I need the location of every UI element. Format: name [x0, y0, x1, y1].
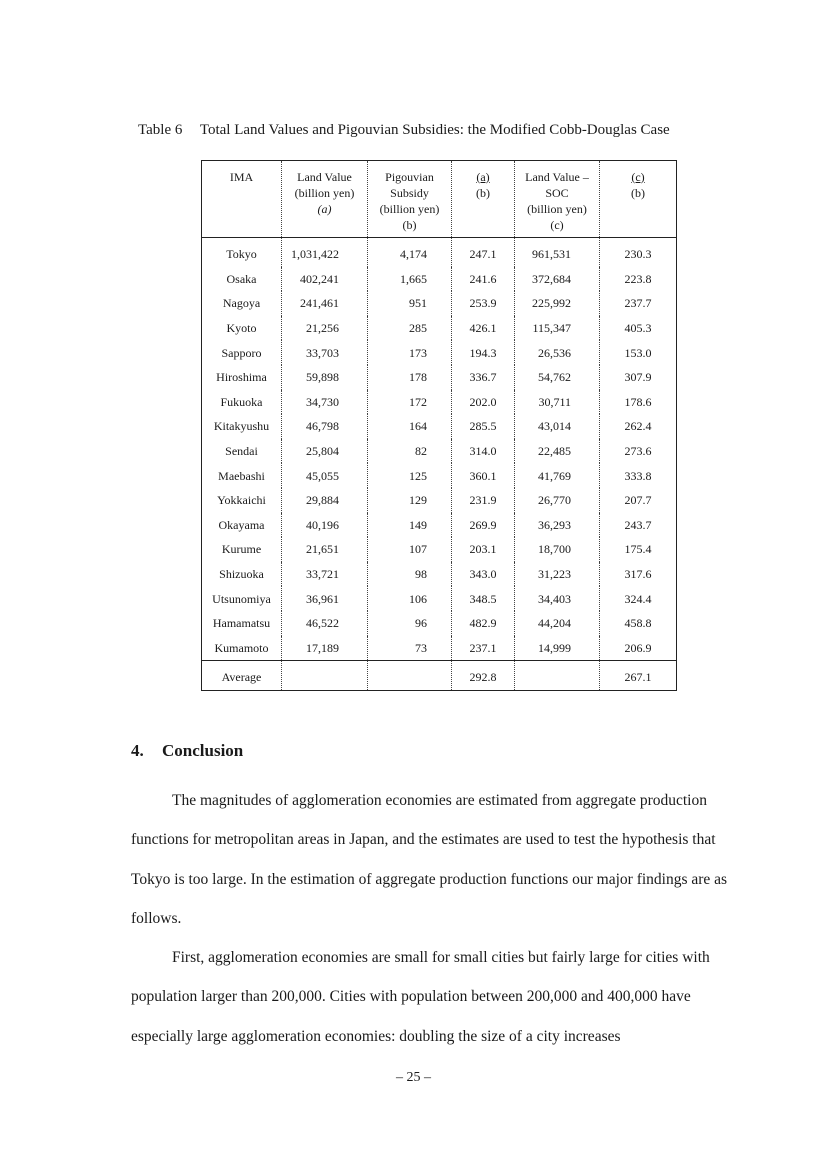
cell-pigouvian-subsidy: 125: [368, 463, 452, 488]
cell-land-value-minus-soc: 43,014: [515, 414, 600, 439]
cell-land-value: 25,804: [282, 439, 368, 464]
section-heading: [131, 741, 243, 761]
cell-ima: Shizuoka: [202, 562, 282, 587]
cell-a-over-b: 336.7: [452, 365, 515, 390]
cell-land-value: 1,031,422: [282, 238, 368, 267]
header-land-value: Land Value (billion yen) (a): [282, 161, 368, 238]
cell-pigouvian-subsidy: 951: [368, 291, 452, 316]
cell-pigouvian-subsidy: 1,665: [368, 267, 452, 292]
cell-c-over-b: 175.4: [600, 537, 677, 562]
cell-land-value: 33,703: [282, 340, 368, 365]
cell-land-value: 241,461: [282, 291, 368, 316]
cell-ima: Okayama: [202, 513, 282, 538]
table-row: [202, 340, 677, 365]
cell-land-value-minus-soc: 961,531: [515, 238, 600, 267]
cell-a-over-b: 348.5: [452, 586, 515, 611]
cell-land-value: 45,055: [282, 463, 368, 488]
table-caption: [138, 122, 670, 139]
land-value-table: [201, 160, 677, 691]
cell-land-value: 29,884: [282, 488, 368, 513]
cell-pigouvian-subsidy: 96: [368, 611, 452, 636]
cell-ima: Yokkaichi: [202, 488, 282, 513]
cell-c-over-b: 206.9: [600, 636, 677, 661]
cell-land-value-minus-soc: 26,770: [515, 488, 600, 513]
cell-pigouvian-subsidy: 285: [368, 316, 452, 341]
table-row: [202, 316, 677, 341]
cell-a-over-b: 231.9: [452, 488, 515, 513]
cell-a-over-b: 247.1: [452, 238, 515, 267]
cell-c-over-b: 273.6: [600, 439, 677, 464]
cell-pigouvian-subsidy: 129: [368, 488, 452, 513]
cell-ima: Kurume: [202, 537, 282, 562]
cell-pigouvian-subsidy: 173: [368, 340, 452, 365]
cell-c-over-b: 458.8: [600, 611, 677, 636]
table-row: [202, 267, 677, 292]
cell-land-value-minus-soc: 225,992: [515, 291, 600, 316]
cell-land-value: 40,196: [282, 513, 368, 538]
table-row: [202, 537, 677, 562]
header-land-value-minus-soc: Land Value – SOC (billion yen) (c): [515, 161, 600, 238]
table-row: [202, 439, 677, 464]
cell-a-over-b: 426.1: [452, 316, 515, 341]
cell-land-value: 21,256: [282, 316, 368, 341]
cell-land-value-minus-soc: 54,762: [515, 365, 600, 390]
cell-land-value-minus-soc: 26,536: [515, 340, 600, 365]
cell-a-over-b: 203.1: [452, 537, 515, 562]
cell-pigouvian-subsidy: 73: [368, 636, 452, 661]
cell-c-over-b: 230.3: [600, 238, 677, 267]
average-c-over-b: 267.1: [600, 661, 677, 691]
cell-ima: Kitakyushu: [202, 414, 282, 439]
header-pigouvian-subsidy: Pigouvian Subsidy (billion yen) (b): [368, 161, 452, 238]
cell-a-over-b: 360.1: [452, 463, 515, 488]
cell-land-value-minus-soc: 14,999: [515, 636, 600, 661]
cell-c-over-b: 237.7: [600, 291, 677, 316]
table-row-average: [202, 661, 677, 691]
cell-c-over-b: 405.3: [600, 316, 677, 341]
cell-land-value: 46,798: [282, 414, 368, 439]
cell-a-over-b: 482.9: [452, 611, 515, 636]
header-a-over-b: $\frac{(a)}{(b)}$: [452, 161, 515, 238]
cell-ima: Fukuoka: [202, 390, 282, 415]
table-row: [202, 586, 677, 611]
cell-ima: Maebashi: [202, 463, 282, 488]
cell-c-over-b: 178.6: [600, 390, 677, 415]
table-row: [202, 414, 677, 439]
cell-pigouvian-subsidy: 107: [368, 537, 452, 562]
paragraph-1: The magnitudes of agglomeration economies are estimated from aggregate production functions for metropolitan areas in Japan, and the estimates are used to test the hypothesis that Tokyo is too large. In the estimation of aggregate production functions our major findings are as follows.: [131, 792, 728, 927]
table-row: [202, 562, 677, 587]
cell-land-value-minus-soc: 22,485: [515, 439, 600, 464]
table-row: [202, 291, 677, 316]
table-row: [202, 365, 677, 390]
paragraph-2: First, agglomeration economies are small for small cities but fairly large for cities with population larger than 200,000. Cities with population between 200,000 and 400,000 have especially large agglomeration economies: doubling the size of a city increases: [131, 949, 710, 1045]
cell-ima: Hiroshima: [202, 365, 282, 390]
cell-c-over-b: 324.4: [600, 586, 677, 611]
cell-pigouvian-subsidy: 149: [368, 513, 452, 538]
table-title: Total Land Values and Pigouvian Subsidies: the Modified Cobb-Douglas Case: [199, 122, 670, 138]
cell-land-value: 17,189: [282, 636, 368, 661]
section-title: Conclusion: [162, 741, 244, 760]
cell-land-value-minus-soc: 31,223: [515, 562, 600, 587]
cell-a-over-b: 194.3: [452, 340, 515, 365]
cell-pigouvian-subsidy: 98: [368, 562, 452, 587]
cell-land-value-minus-soc: 36,293: [515, 513, 600, 538]
cell-ima: Sendai: [202, 439, 282, 464]
cell-ima: Utsunomiya: [202, 586, 282, 611]
average-label: Average: [202, 661, 282, 691]
table-number: Table 6: [138, 122, 183, 138]
table-row: [202, 488, 677, 513]
cell-ima: Hamamatsu: [202, 611, 282, 636]
table-header-row: [202, 161, 677, 238]
cell-pigouvian-subsidy: 106: [368, 586, 452, 611]
cell-c-over-b: 243.7: [600, 513, 677, 538]
cell-land-value-minus-soc: 44,204: [515, 611, 600, 636]
cell-ima: Kyoto: [202, 316, 282, 341]
average-a-over-b: 292.8: [452, 661, 515, 691]
cell-ima: Sapporo: [202, 340, 282, 365]
cell-land-value-minus-soc: 115,347: [515, 316, 600, 341]
cell-land-value-minus-soc: 18,700: [515, 537, 600, 562]
cell-ima: Osaka: [202, 267, 282, 292]
cell-land-value-minus-soc: 30,711: [515, 390, 600, 415]
cell-pigouvian-subsidy: 4,174: [368, 238, 452, 267]
cell-a-over-b: 343.0: [452, 562, 515, 587]
cell-a-over-b: 241.6: [452, 267, 515, 292]
cell-pigouvian-subsidy: 164: [368, 414, 452, 439]
cell-c-over-b: 307.9: [600, 365, 677, 390]
table-row: [202, 238, 677, 267]
section-number: 4.: [131, 741, 144, 760]
cell-a-over-b: 269.9: [452, 513, 515, 538]
cell-ima: Nagoya: [202, 291, 282, 316]
cell-land-value: 46,522: [282, 611, 368, 636]
cell-a-over-b: 237.1: [452, 636, 515, 661]
cell-a-over-b: 314.0: [452, 439, 515, 464]
cell-ima: Tokyo: [202, 238, 282, 267]
cell-a-over-b: 202.0: [452, 390, 515, 415]
cell-land-value: 33,721: [282, 562, 368, 587]
cell-pigouvian-subsidy: 172: [368, 390, 452, 415]
cell-c-over-b: 333.8: [600, 463, 677, 488]
cell-land-value: 402,241: [282, 267, 368, 292]
cell-land-value-minus-soc: 41,769: [515, 463, 600, 488]
cell-land-value: 21,651: [282, 537, 368, 562]
cell-c-over-b: 317.6: [600, 562, 677, 587]
cell-pigouvian-subsidy: 82: [368, 439, 452, 464]
table-row: [202, 513, 677, 538]
cell-land-value-minus-soc: 34,403: [515, 586, 600, 611]
table-row: [202, 463, 677, 488]
cell-ima: Kumamoto: [202, 636, 282, 661]
cell-land-value-minus-soc: 372,684: [515, 267, 600, 292]
cell-c-over-b: 153.0: [600, 340, 677, 365]
cell-a-over-b: 253.9: [452, 291, 515, 316]
cell-c-over-b: 262.4: [600, 414, 677, 439]
cell-a-over-b: 285.5: [452, 414, 515, 439]
cell-land-value: 59,898: [282, 365, 368, 390]
header-ima: IMA: [202, 161, 282, 238]
table-row: [202, 390, 677, 415]
cell-land-value: 36,961: [282, 586, 368, 611]
table-row: [202, 636, 677, 661]
cell-c-over-b: 207.7: [600, 488, 677, 513]
header-c-over-b: $\frac{(c)}{(b)}$: [600, 161, 677, 238]
cell-pigouvian-subsidy: 178: [368, 365, 452, 390]
table-row: [202, 611, 677, 636]
page-number: – 25 –: [396, 1070, 431, 1085]
cell-c-over-b: 223.8: [600, 267, 677, 292]
cell-land-value: 34,730: [282, 390, 368, 415]
